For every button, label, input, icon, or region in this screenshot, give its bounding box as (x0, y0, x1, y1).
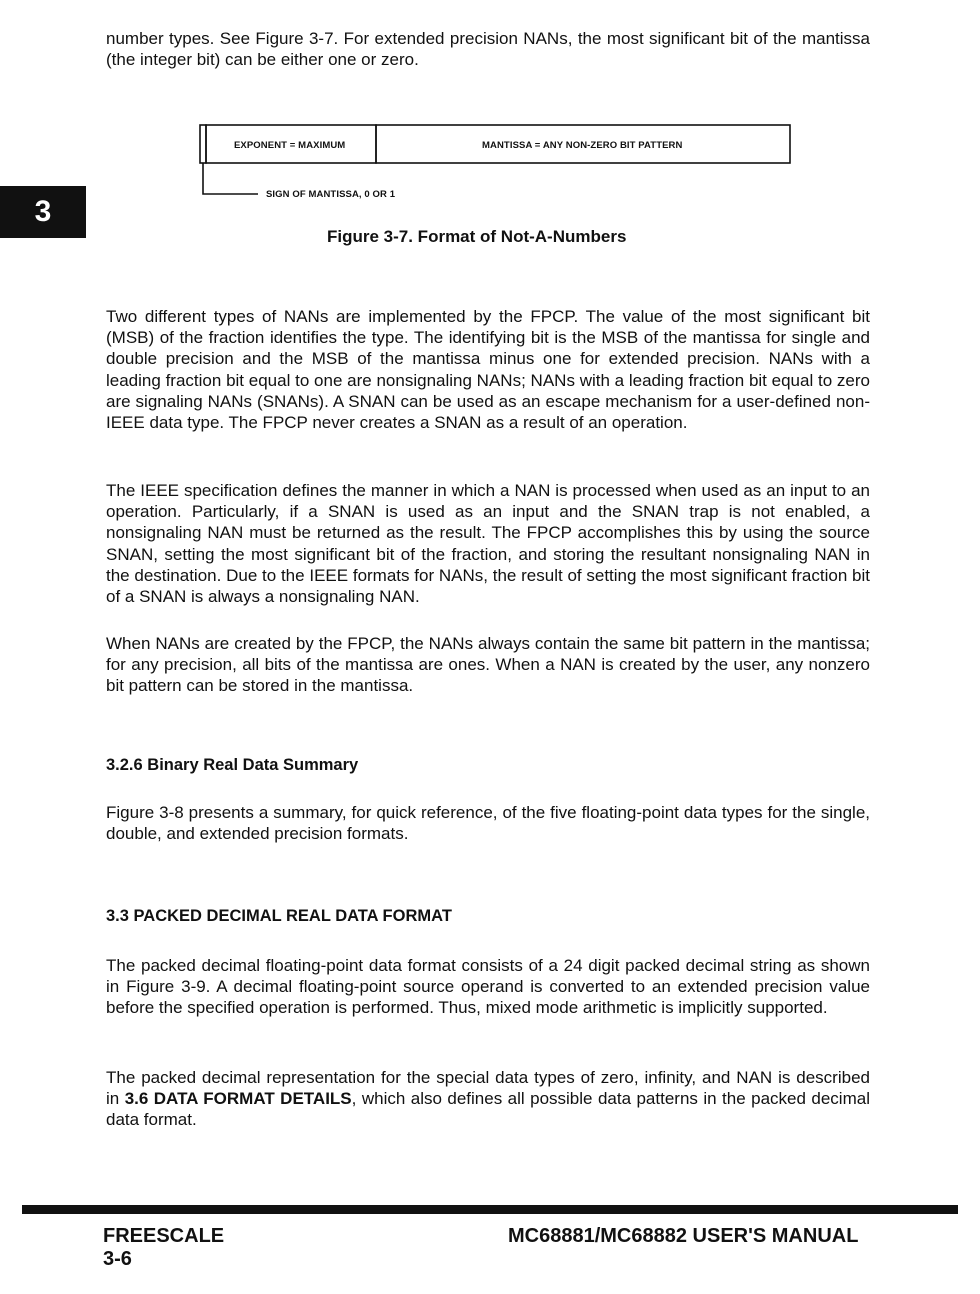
sign-label: SIGN OF MANTISSA, 0 OR 1 (266, 189, 396, 200)
section-heading-packed-decimal: 3.3 PACKED DECIMAL REAL DATA FORMAT (106, 907, 452, 925)
sign-bit-box (200, 125, 206, 163)
data-format-details-reference: 3.6 DATA FORMAT DETAILS (124, 1089, 352, 1109)
sign-indicator-line (203, 163, 258, 194)
exponent-label: EXPONENT = MAXIMUM (234, 140, 346, 151)
packed-decimal-paragraph: The packed decimal floating-point data format consists of a 24 digit packed decimal string as shown in Figure 3-9. A decimal floating-point source operand is converted to an extended precision value before the specified operation is performed. Thus, mixed mode arithmetic is implicitly supported. (106, 956, 870, 1018)
footer-left-block (103, 1225, 224, 1271)
text-run: The packed decimal representation for the special data types of zero, infinity, and NAN is described in (106, 1068, 870, 1109)
nan-types-paragraph: Two different types of NANs are implemented by the FPCP. The value of the most significant bit (MSB) of the fraction identifies the type. The identifying bit is the MSB of the mantissa for single and double precision and the MSB of the mantissa minus one for extended precision. NANs with a leading fraction bit equal to one are nonsignaling NANs; NANs with a leading fraction bit equal to zero are signaling NANs (SNANs). A SNAN can be used as an escape mechanism for a user-defined non-IEEE data type. The FPCP never creates a SNAN as a result of an operation. (106, 307, 870, 433)
text-run: , which also defines all possible data patterns in the packed decimal data format. (106, 1089, 870, 1130)
footer-page-number: 3-6 (103, 1248, 132, 1270)
chapter-tab: 3 (0, 186, 86, 238)
footer-manual-title: MC68881/MC68882 USER'S MANUAL (508, 1225, 859, 1247)
intro-paragraph: number types. See Figure 3-7. For extended precision NANs, the most significant bit of the mantissa (the integer bit) can be either one or zero. (106, 29, 870, 70)
ieee-spec-paragraph: The IEEE specification defines the manner in which a NAN is processed when used as an input to an operation. Particularly, if a SNAN is used as an input and the SNAN trap is not enabled, a nonsignaling NAN must be returned as the result. The FPCP accomplishes this by using the source SNAN, setting the most significant bit of the fraction, and storing the resultant nonsignaling NAN in the destination. Due to the IEEE formats for NANs, the result of setting the most significant fraction bit of a SNAN is always a nonsignaling NAN. (106, 481, 870, 607)
packed-decimal-special-paragraph (106, 1067, 870, 1131)
binary-summary-paragraph: Figure 3-8 presents a summary, for quick reference, of the five floating-point data types for the single, double, and extended precision formats. (106, 803, 870, 844)
mantissa-label: MANTISSA = ANY NON-ZERO BIT PATTERN (482, 140, 683, 151)
nan-creation-paragraph: When NANs are created by the FPCP, the NANs always contain the same bit pattern in the mantissa; for any precision, all bits of the mantissa are ones. When a NAN is created by the user, any nonzero bit pattern can be stored in the mantissa. (106, 634, 870, 696)
footer-rule (22, 1205, 958, 1214)
footer-brand: FREESCALE (103, 1225, 225, 1247)
section-heading-binary-real-summary: 3.2.6 Binary Real Data Summary (106, 756, 359, 774)
figure-caption: Figure 3-7. Format of Not-A-Numbers (327, 227, 627, 246)
